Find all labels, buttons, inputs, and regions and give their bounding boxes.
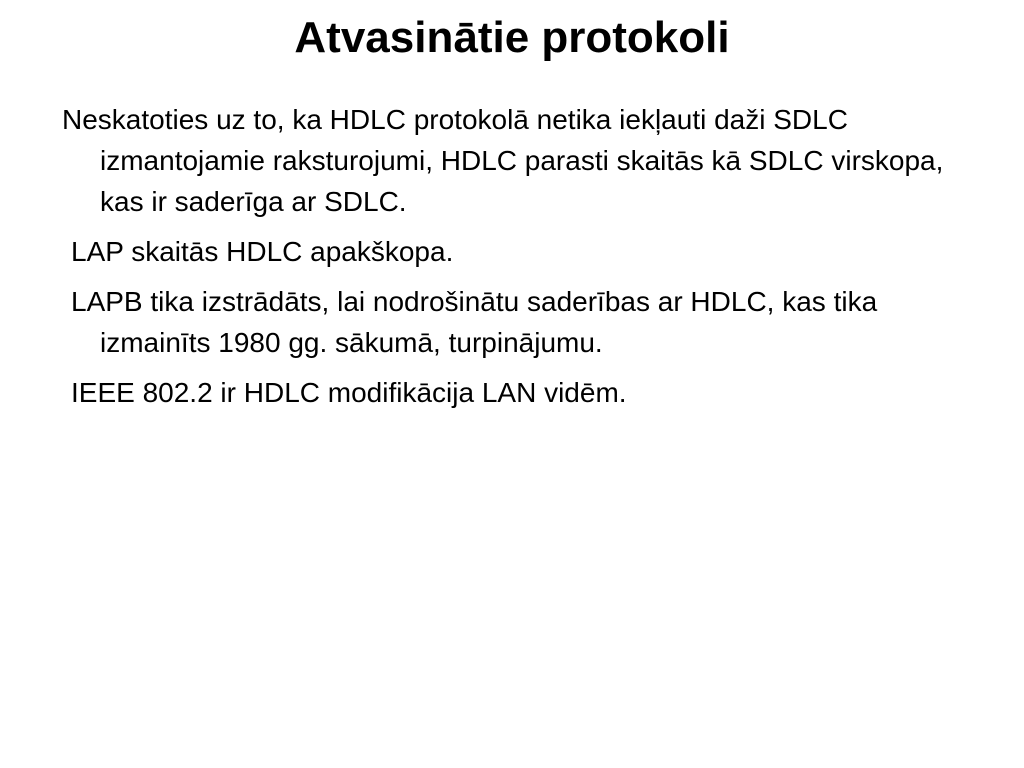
bullet-list [62, 99, 962, 422]
bullet-item: Neskatoties uz to, ka HDLC protokolā netika iekļauti daži SDLC izmantojamie raksturojumi, HDLC parasti skaitās kā SDLC virskopa, kas ir saderīga ar SDLC. [62, 104, 944, 217]
bullet-item: LAP skaitās HDLC apakškopa. [71, 236, 454, 267]
slide-title: Atvasinātie protokoli [294, 13, 730, 62]
bullet-item: IEEE 802.2 ir HDLC modifikācija LAN vidēm. [71, 377, 627, 408]
bullet-item: LAPB tika izstrādāts, lai nodrošinātu saderības ar HDLC, kas tika izmainīts 1980 gg. sākumā, turpinājumu. [71, 286, 878, 358]
